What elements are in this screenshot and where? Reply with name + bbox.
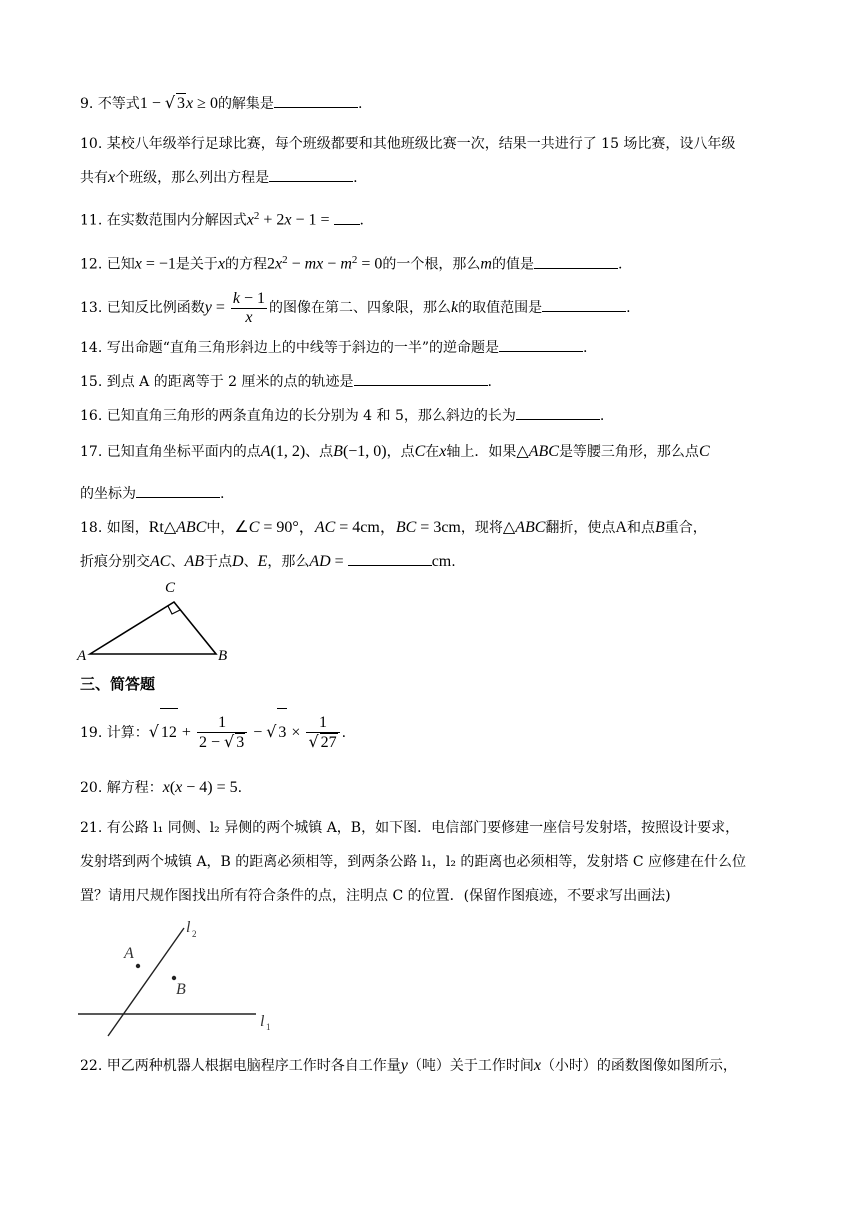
question-21-line1: 21. 有公路 l₁ 同侧、l₂ 异侧的两个城镇 A，B，如下图．电信部门要修建一座信号发射塔，按照设计要求， bbox=[80, 820, 740, 836]
label-l1: l bbox=[260, 1013, 265, 1030]
question-17-line2: 的坐标为 . bbox=[80, 482, 224, 504]
label-town-a: A bbox=[124, 945, 134, 962]
question-18-line1: 18. 如图，Rt△ABC中，∠C = 90°，AC = 4cm，BC = 3cm，现将△ABC翻折，使点A和点B重合， bbox=[80, 519, 707, 536]
figure-18-triangle bbox=[74, 574, 244, 666]
question-11: 11. 在实数范围内分解因式$x^2 + 2x - 1$ = . bbox=[80, 210, 364, 229]
road-l2 bbox=[108, 928, 184, 1036]
question-15: 15. 到点 A 的距离等于 2 厘米的点的轨迹是 . bbox=[80, 370, 492, 392]
triangle-abc bbox=[90, 602, 216, 654]
figure-21-roads bbox=[74, 912, 284, 1038]
label-a: A bbox=[77, 648, 87, 664]
question-17-line1: 17. 已知直角坐标平面内的点A(1, 2)、点B(−1, 0)，点C在x轴上．如果△ABC是等腰三角形，那么点C bbox=[80, 443, 710, 460]
label-b: B bbox=[218, 648, 228, 664]
question-20: 20. 解方程：x(x − 4) = 5. bbox=[80, 779, 243, 796]
question-13: 13. 已知反比例函数y = $\frac{k - 1}{x}$ 的图像在第二、四象限，那么k的取值范围是 . bbox=[80, 289, 631, 326]
label-l1-sub: 1 bbox=[266, 1022, 271, 1032]
label-town-b: B bbox=[176, 981, 186, 998]
question-16: 16. 已知直角三角形的两条直角边的长分别为 4 和 5，那么斜边的长为 . bbox=[80, 404, 604, 426]
town-a-dot bbox=[136, 964, 140, 968]
label-l2-sub: 2 bbox=[192, 929, 197, 939]
label-l2: l bbox=[186, 919, 191, 936]
question-19: 19. 计算：√ 12 + $\frac{1}{2 - √ 3}$ − √ 3 × $\frac{1}{√ 27}$ . bbox=[80, 708, 346, 757]
question-22: 22. 甲乙两种机器人根据电脑程序工作时各自工作量y（吨）关于工作时间x（小时）的函数图像如图所示， bbox=[80, 1057, 737, 1074]
section-heading: 三、简答题 bbox=[80, 675, 156, 693]
question-18-line2: 折痕分别交AC、AB于点D、E，那么AD = cm. bbox=[80, 550, 456, 572]
question-10-line2: 共有x个班级，那么列出方程是 . bbox=[80, 166, 358, 188]
town-b-dot bbox=[172, 976, 176, 980]
label-c: C bbox=[165, 580, 176, 596]
question-14: 14. 写出命题“直角三角形斜边上的中线等于斜边的一半”的逆命题是 . bbox=[80, 336, 588, 358]
question-12: 12. 已知x = −1是关于x的方程$2x^2$ − mx − $m^2 = 0$的一个根，那么m的值是 . bbox=[80, 254, 623, 273]
question-21-line3: 置？请用尺规作图找出所有符合条件的点，注明点 C 的位置．(保留作图痕迹，不要求写出画法) bbox=[80, 888, 671, 904]
question-10-line1: 10. 某校八年级举行足球比赛，每个班级都要和其他班级比赛一次，结果一共进行了 15 场比赛，设八年级 bbox=[80, 136, 736, 152]
question-9: 9. 不等式1 − √ 3x ≥ 0的解集是 . bbox=[80, 93, 363, 112]
question-21-line2: 发射塔到两个城镇 A，B 的距离必须相等，到两条公路 l₁，l₂ 的距离也必须相等，发射塔 C 应修建在什么位 bbox=[80, 854, 746, 870]
